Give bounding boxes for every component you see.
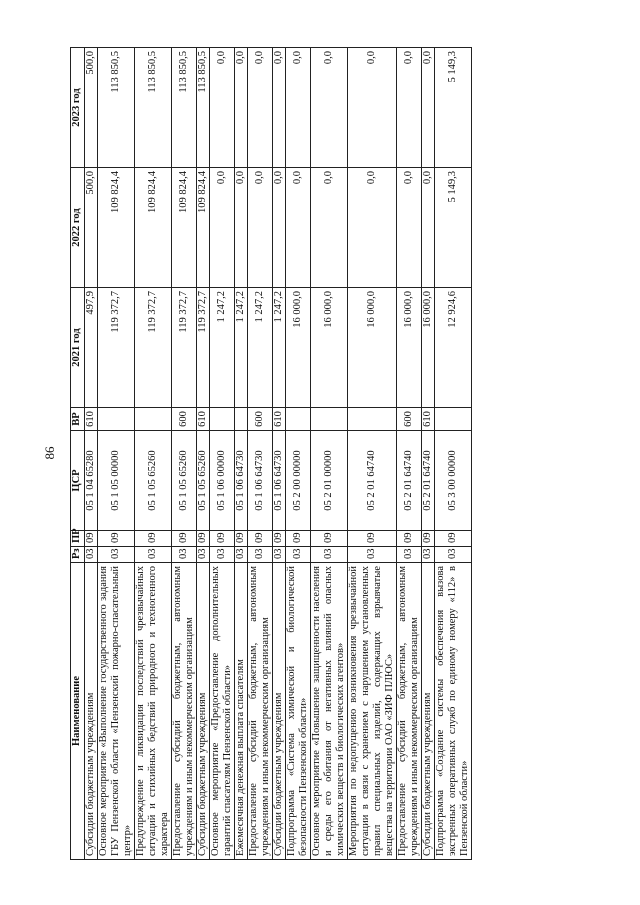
row-rz: 03 [98,547,135,563]
row-rz: 03 [348,547,397,563]
row-2022: 0,0 [273,168,286,288]
row-2021: 12 924,6 [435,288,472,408]
row-2022: 0,0 [286,168,311,288]
row-2022: 109 824,4 [197,168,210,288]
budget-table [70,47,472,860]
row-2023: 113 850,5 [98,48,135,168]
row-2022: 0,0 [248,168,273,288]
row-vr: 610 [273,408,286,431]
row-pr: 09 [210,531,235,547]
row-vr [210,408,235,431]
row-2023: 113 850,5 [172,48,197,168]
row-vr [348,408,397,431]
row-rz: 03 [172,547,197,563]
header-vr: ВР [71,408,85,431]
row-pr: 09 [248,531,273,547]
row-vr: 610 [422,408,435,431]
row-2022: 5 149,3 [435,168,472,288]
rotated-page-content [70,48,570,860]
row-pr: 09 [172,531,197,547]
row-rz: 03 [248,547,273,563]
row-name: Субсидии бюджетным учреждениям [85,563,98,860]
row-csr: 05 1 05 00000 [98,431,135,531]
row-name: Мероприятия по недопущению возникновения чрезвычайной ситуации в связи с хранением с нарушением установленных правил специальных изделий, содержащих взрывчатые вещества на территории ОАО «ЗИФ ПЛЮС» [348,563,397,860]
header-rz: Рз [71,547,85,563]
row-2021: 119 372,7 [98,288,135,408]
row-vr [311,408,348,431]
row-rz: 03 [435,547,472,563]
row-2021: 16 000,0 [397,288,422,408]
row-2023: 0,0 [273,48,286,168]
row-2021: 1 247,2 [248,288,273,408]
row-csr: 05 1 06 64730 [248,431,273,531]
row-2022: 0,0 [235,168,248,288]
row-vr [98,408,135,431]
row-name: Основное мероприятие «Предоставление дополнительных гарантий спасателям Пензенской области» [210,563,235,860]
row-2023: 0,0 [348,48,397,168]
row-2023: 0,0 [422,48,435,168]
row-name: Основное мероприятие «Повышение защищенности населения и среды его обитания от негативных влияний опасных химических веществ и биологических агентов» [311,563,348,860]
row-2021: 16 000,0 [311,288,348,408]
row-rz: 03 [85,547,98,563]
row-vr [135,408,172,431]
row-csr: 05 1 06 00000 [210,431,235,531]
table-row [311,48,348,860]
row-2022: 0,0 [348,168,397,288]
row-2022: 0,0 [311,168,348,288]
row-2023: 0,0 [286,48,311,168]
row-rz: 03 [273,547,286,563]
row-2021: 1 247,2 [273,288,286,408]
row-vr [435,408,472,431]
row-2022: 0,0 [422,168,435,288]
row-vr: 600 [397,408,422,431]
table-row [210,48,235,860]
row-2023: 0,0 [235,48,248,168]
table-row [135,48,172,860]
row-vr: 610 [85,408,98,431]
row-2022: 0,0 [210,168,235,288]
row-2021: 1 247,2 [210,288,235,408]
row-2021: 16 000,0 [422,288,435,408]
table-row [435,48,472,860]
row-2021: 1 247,2 [235,288,248,408]
header-2022: 2022 год [71,168,85,288]
row-2023: 0,0 [397,48,422,168]
row-csr: 05 1 04 65280 [85,431,98,531]
table-row [248,48,273,860]
row-name: Субсидии бюджетным учреждениям [422,563,435,860]
table-row [273,48,286,860]
row-rz: 03 [235,547,248,563]
row-csr: 05 1 05 65260 [172,431,197,531]
table-row [235,48,248,860]
header-name: Наименование [71,563,85,860]
row-pr: 09 [311,531,348,547]
table-row [348,48,397,860]
row-2023: 0,0 [210,48,235,168]
row-2022: 109 824,4 [98,168,135,288]
row-pr: 09 [422,531,435,547]
header-2021: 2021 год [71,288,85,408]
row-rz: 03 [210,547,235,563]
row-vr [286,408,311,431]
row-csr: 05 1 05 65260 [135,431,172,531]
header-2023: 2023 год [71,48,85,168]
row-2021: 16 000,0 [286,288,311,408]
row-2022: 0,0 [397,168,422,288]
table-header-row [71,48,85,860]
row-name: Предоставление субсидий бюджетным, автономным учреждениям и иным некоммерческим организациям [172,563,197,860]
row-2023: 5 149,3 [435,48,472,168]
row-pr: 09 [348,531,397,547]
row-csr: 05 1 06 64730 [273,431,286,531]
row-2023: 0,0 [311,48,348,168]
table-row [422,48,435,860]
row-name: Субсидии бюджетным учреждениям [197,563,210,860]
table-row [197,48,210,860]
row-name: Основное мероприятие «Выполнение государственного задания ГБУ Пензенской области «Пензенский пожарно-спасательный центр» [98,563,135,860]
row-csr: 05 2 01 64740 [348,431,397,531]
row-2023: 500,0 [85,48,98,168]
table-row [286,48,311,860]
row-rz: 03 [286,547,311,563]
row-2023: 113 850,5 [135,48,172,168]
row-2021: 16 000,0 [348,288,397,408]
row-pr: 09 [397,531,422,547]
row-csr: 05 2 01 64740 [397,431,422,531]
row-pr: 09 [135,531,172,547]
row-csr: 05 2 01 00000 [311,431,348,531]
row-rz: 03 [135,547,172,563]
row-2021: 119 372,7 [197,288,210,408]
row-pr: 09 [435,531,472,547]
row-2023: 0,0 [248,48,273,168]
table-row [85,48,98,860]
row-name: Предупреждение и ликвидация последствий чрезвычайных ситуаций и стихийных бедствий природного и техногенного характера [135,563,172,860]
row-2021: 119 372,7 [135,288,172,408]
header-pr: ПР [71,531,85,547]
row-name: Подпрограмма «Система химической и биологической безопасности Пензенской области» [286,563,311,860]
row-vr: 610 [197,408,210,431]
row-vr [235,408,248,431]
row-2023: 113 850,5 [197,48,210,168]
row-pr: 09 [286,531,311,547]
table-row [98,48,135,860]
table-row [397,48,422,860]
row-name: Предоставление субсидий бюджетным, автономным учреждениям и иным некоммерческим организациям [397,563,422,860]
row-rz: 03 [422,547,435,563]
row-csr: 05 1 06 64730 [235,431,248,531]
header-csr: ЦСР [71,431,85,531]
row-vr: 600 [172,408,197,431]
row-2021: 497,9 [85,288,98,408]
row-2021: 119 372,7 [172,288,197,408]
row-pr: 09 [273,531,286,547]
row-vr: 600 [248,408,273,431]
row-name: Субсидии бюджетным учреждениям [273,563,286,860]
row-2022: 500,0 [85,168,98,288]
row-pr: 09 [197,531,210,547]
row-pr: 09 [98,531,135,547]
row-2022: 109 824,4 [135,168,172,288]
table-row [172,48,197,860]
row-rz: 03 [197,547,210,563]
row-name: Предоставление субсидий бюджетным, автономным учреждениям и иным некоммерческим организациям [248,563,273,860]
row-pr: 09 [85,531,98,547]
page-number: 86 [42,446,57,460]
row-csr: 05 2 00 00000 [286,431,311,531]
row-name: Подпрограмма «Создание системы обеспечения вызова экстренных оперативных служб по единому номеру «112» в Пензенской области» [435,563,472,860]
row-pr: 09 [235,531,248,547]
row-rz: 03 [397,547,422,563]
row-rz: 03 [311,547,348,563]
row-csr: 05 1 05 65260 [197,431,210,531]
row-2022: 109 824,4 [172,168,197,288]
row-name: Ежемесячная денежная выплата спасателям [235,563,248,860]
row-csr: 05 2 01 64740 [422,431,435,531]
row-csr: 05 3 00 00000 [435,431,472,531]
